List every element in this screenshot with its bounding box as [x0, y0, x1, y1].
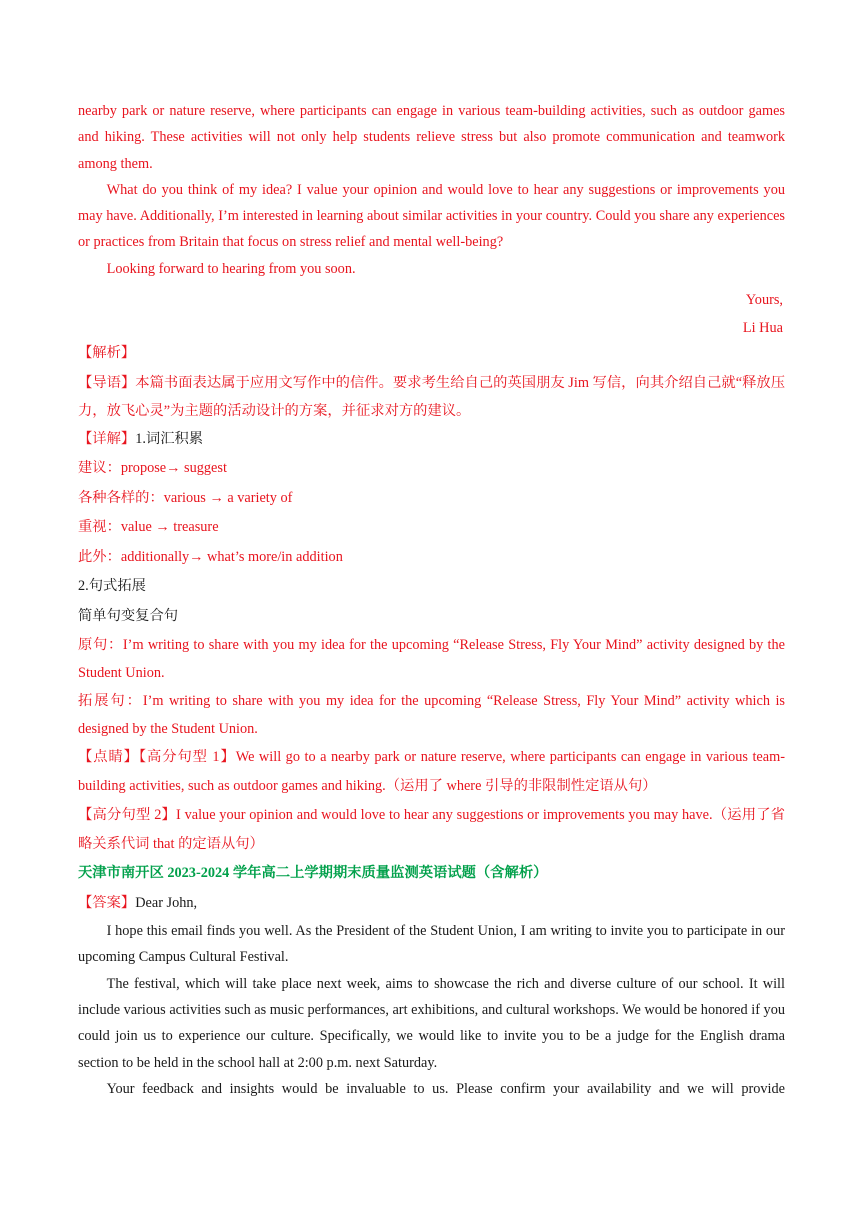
answer-paragraph: I hope this email finds you well. As the President of the Student Union, I am writing to invite you to participate in our upcoming Campus Cultural Festival.: [78, 923, 785, 966]
answer-greeting: 【答案】Dear John,: [78, 894, 198, 911]
letter-paragraph: Looking forward to hearing from you soon.: [106, 260, 356, 277]
analysis-detail: 【详解】1.词汇积累: [78, 430, 204, 447]
answer-paragraph: The festival, which will take place next week, aims to showcase the rich and diverse culture of our school. It will include various activities such as music performances, art exhibitions, and cultural workshops. We would be honored if you could join us to experience our culture. Specifically, we would like to invite you to be a judge for the English drama section to be held in the school hall at 2:00 p.m. next Saturday.: [78, 975, 785, 1071]
question-title: 天津市南开区 2023-2024 学年高二上学期期末质量监测英语试题（含解析）: [78, 865, 548, 882]
vocab-item: 各种各样的：various → a variety of: [78, 489, 293, 506]
document-page: [78, 98, 785, 1102]
section-subheading: 简单句变复合句: [78, 607, 179, 624]
extended-sentence: 拓展句：I’m writing to share with you my idea for the upcoming “Release Stress, Fly Your Mind” activity which is designed by the Student Union.: [78, 693, 785, 738]
analysis-heading: 【解析】: [78, 345, 136, 362]
answer-paragraph: Your feedback and insights would be invaluable to us. Please confirm your availability and we will provide: [106, 1080, 785, 1097]
highscore-sentence-2: 【高分句型 2】I value your opinion and would love to hear any suggestions or improvements you may have.（运用了省略关系代词 that 的定语从句）: [78, 807, 785, 853]
letter-closing: Yours,: [745, 292, 783, 309]
analysis-intro: 【导语】本篇书面表达属于应用文写作中的信件。要求考生给自己的英国朋友 Jim 写信，向其介绍自己就“释放压力，放飞心灵”为主题的活动设计的方案，并征求对方的建议。: [78, 374, 785, 419]
letter-signature: Li Hua: [742, 320, 783, 337]
section-heading: 2.句式拓展: [78, 578, 146, 595]
vocab-item: 重视：value → treasure: [78, 519, 219, 536]
original-sentence: 原句：I’m writing to share with you my idea for the upcoming “Release Stress, Fly Your Mind” activity designed by the Student Union.: [78, 637, 785, 682]
letter-paragraph: nearby park or nature reserve, where participants can engage in various team-building activities, such as outdoor games and hiking. These activities will not only help students relieve stress but also promote communication and teamwork among them.: [78, 103, 785, 172]
vocab-item: 建议：propose→ suggest: [78, 460, 227, 477]
letter-paragraph: What do you think of my idea? I value your opinion and would love to hear any suggestions or improvements you may have. Additionally, I’m interested in learning about similar activities in your country. Could you share any experiences or practices from Britain that focus on stress relief and mental well-being?: [78, 181, 785, 251]
highscore-sentence-1: 【点睛】【高分句型 1】We will go to a nearby park or nature reserve, where participants can engage in various team-building activities, such as outdoor games and hiking.（运用了 where 引导的非限制性定语从句）: [78, 749, 785, 795]
vocab-item: 此外：additionally→ what’s more/in addition: [78, 548, 343, 565]
